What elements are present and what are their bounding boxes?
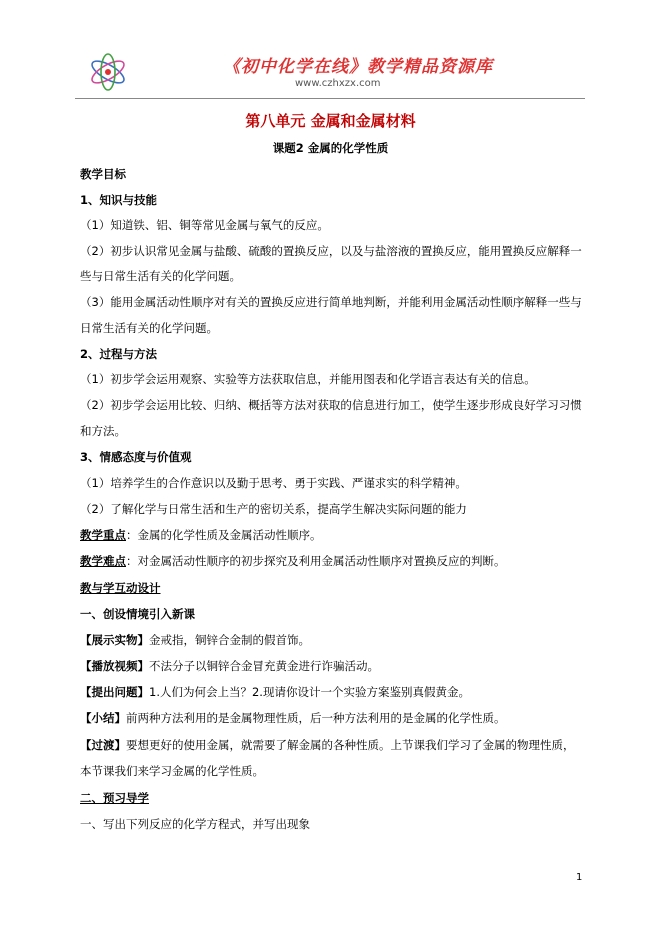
page-number: 1 xyxy=(576,872,583,883)
activity-line xyxy=(80,632,590,648)
activity-text: 不法分子以铜锌合金冒充黄金进行诈骗活动。 xyxy=(149,659,379,673)
subheading-knowledge: 1、知识与技能 xyxy=(80,193,158,207)
banner-title: 《初中化学在线》教学精品资源库 xyxy=(223,57,493,77)
activity-text: 金戒指，铜锌合金制的假首饰。 xyxy=(149,633,310,647)
section-heading-preview: 二、预习导学 xyxy=(80,791,149,805)
header-divider xyxy=(75,98,585,99)
paragraph-line: （3）能用金属活动性顺序对有关的置换反应进行简单地判断，并能利用金属活动性顺序解释一些与 xyxy=(80,295,582,309)
difficulty-line xyxy=(80,553,590,569)
activity-label: 【小结】 xyxy=(80,711,126,725)
subheading-introduction: 一、创设情境引入新课 xyxy=(80,607,195,621)
activity-label: 【提出问题】 xyxy=(80,685,149,699)
activity-text: 前两种方法利用的是金属物理性质，后一种方法利用的是金属的化学性质。 xyxy=(126,711,506,725)
paragraph-line: （1）培养学生的合作意识以及勤于思考、勇于实践、严谨求实的科学精神。 xyxy=(80,476,467,490)
section-heading-interaction: 教与学互动设计 xyxy=(80,581,161,595)
banner-url: www.czhxzx.com xyxy=(295,78,381,89)
activity-label: 【播放视频】 xyxy=(80,659,149,673)
paragraph-line: 些与日常生活有关的化学问题。 xyxy=(80,269,241,283)
activity-text: 1.人们为何会上当？2.现请你设计一个实验方案鉴别真假黄金。 xyxy=(149,685,470,699)
activity-label: 【展示实物】 xyxy=(80,633,149,647)
activity-line xyxy=(80,737,590,753)
paragraph-line: （2）了解化学与日常生活和生产的密切关系，提高学生解决实际问题的能力 xyxy=(80,502,467,516)
activity-text: 要想更好的使用金属，就需要了解金属的各种性质。上节课我们学习了金属的物理性质， xyxy=(126,738,575,752)
paragraph-line: （1）初步学会运用观察、实验等方法获取信息，并能用图表和化学语言表达有关的信息。 xyxy=(80,372,536,386)
key-point-text: ：金属的化学性质及金属活动性顺序。 xyxy=(126,528,322,542)
paragraph-line: 日常生活有关的化学问题。 xyxy=(80,321,218,335)
key-point-line xyxy=(80,527,590,543)
section-heading-objectives: 教学目标 xyxy=(80,167,126,181)
paragraph-line: 一、写出下列反应的化学方程式，并写出现象 xyxy=(80,817,310,831)
lesson-title: 课题2 金属的化学性质 xyxy=(272,141,389,155)
paragraph-line: 本节课我们来学习金属的化学性质。 xyxy=(80,764,264,778)
paragraph-line: （2）初步认识常见金属与盐酸、硫酸的置换反应，以及与盐溶液的置换反应，能用置换反应解释一 xyxy=(80,244,582,258)
activity-label: 【过渡】 xyxy=(80,738,126,752)
atom-logo-icon xyxy=(87,52,129,92)
subheading-process: 2、过程与方法 xyxy=(80,347,158,361)
key-point-label: 教学重点 xyxy=(80,528,126,542)
unit-title: 第八单元 金属和金属材料 xyxy=(245,112,416,130)
difficulty-label: 教学难点 xyxy=(80,554,126,568)
page-header xyxy=(75,40,585,102)
difficulty-text: ：对金属活动性顺序的初步探究及利用金属活动性顺序对置换反应的判断。 xyxy=(126,554,506,568)
paragraph-line: 和方法。 xyxy=(80,424,126,438)
activity-line xyxy=(80,684,590,700)
subheading-attitude: 3、情感态度与价值观 xyxy=(80,450,192,464)
activity-line xyxy=(80,710,590,726)
paragraph-line: （1）知道铁、铝、铜等常见金属与氧气的反应。 xyxy=(80,218,329,232)
paragraph-line: （2）初步学会运用比较、归纳、概括等方法对获取的信息进行加工，使学生逐步形成良好学习习惯 xyxy=(80,398,582,412)
activity-line xyxy=(80,658,590,674)
